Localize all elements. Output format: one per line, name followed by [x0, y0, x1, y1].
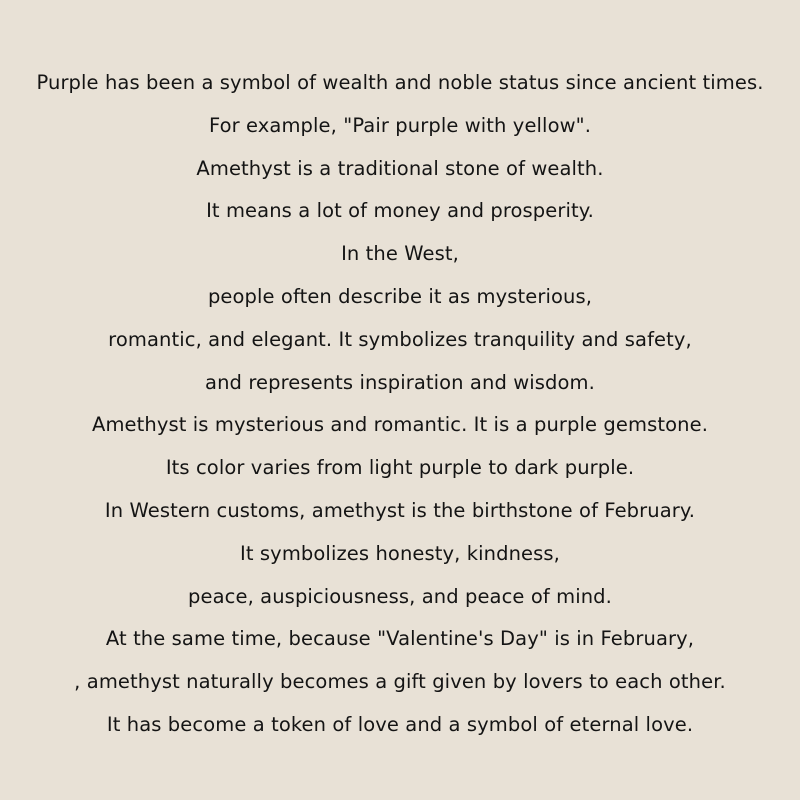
text-line: people often describe it as mysterious, [207, 284, 593, 308]
text-line: Its color varies from light purple to dark purple. [165, 456, 635, 480]
text-line: For example, "Pair purple with yellow". [208, 113, 592, 137]
text-line: and represents inspiration and wisdom. [205, 370, 595, 394]
text-line: Amethyst is mysterious and romantic. It is a purple gemstone. [92, 413, 708, 437]
text-line: Purple has been a symbol of wealth and noble status since ancient times. [36, 71, 764, 94]
text-line: In the West, [341, 242, 459, 266]
text-line: Amethyst is a traditional stone of wealth. [196, 156, 604, 180]
text-line: At the same time, because "Valentine's Day" is in February, [105, 627, 695, 651]
text-line: peace, auspiciousness, and peace of mind. [188, 584, 612, 608]
text-line: It has become a token of love and a symbol of eternal love. [106, 712, 694, 736]
text-line: romantic, and elegant. It symbolizes tranquility and safety, [108, 327, 692, 351]
text-line: In Western customs, amethyst is the birthstone of February. [104, 498, 696, 522]
text-line: It means a lot of money and prosperity. [206, 199, 594, 223]
text-line: It symbolizes honesty, kindness, [240, 541, 560, 565]
text-line: , amethyst naturally becomes a gift given by lovers to each other. [74, 670, 726, 694]
